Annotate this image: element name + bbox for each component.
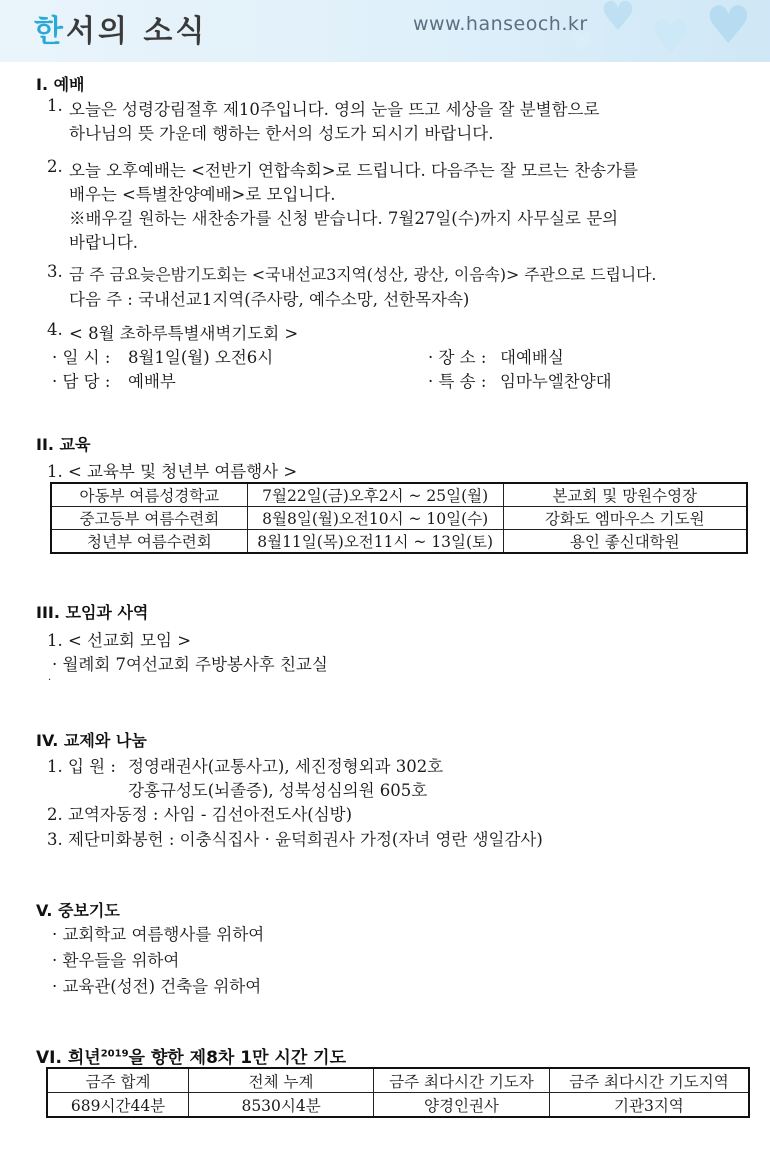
section-fellowship-title: III. 모임과 사역 xyxy=(36,603,149,622)
event-place-cell: 용인 좋신대학원 xyxy=(503,530,747,554)
table-row xyxy=(51,507,747,530)
summer-events-table xyxy=(50,482,748,554)
worship-item-2-line-2: 배우는 <특별찬양예배>로 모입니다. xyxy=(69,185,336,204)
pastor-news-line: 2. 교역자동정 : 사임 - 김선아전도사(심방) xyxy=(47,805,353,824)
prayer-hours-table xyxy=(46,1067,750,1118)
hospitalized-line-1: 정영래권사(교통사고), 세진정형외과 302호 xyxy=(128,757,444,776)
worship-item-2-line-3: ※배우길 원하는 새찬송가를 신청 받습니다. 7월27일(수)까지 사무실로 문의 xyxy=(69,209,619,228)
table-row xyxy=(51,530,747,554)
dawn-prayer-date-label: · 일 시 : xyxy=(52,348,111,367)
hospitalized-label: 1. 입 원 : xyxy=(47,757,116,776)
dawn-prayer-date-value: 8월1일(월) 오전6시 xyxy=(128,348,274,367)
dawn-prayer-place-value: 대예배실 xyxy=(500,348,564,367)
worship-item-2-number: 2. xyxy=(47,157,63,176)
heart-icon: ♥ xyxy=(705,0,752,56)
worship-item-3-line-1: 금 주 금요늦은밤기도회는 <국내선교3지역(성산, 광산, 이음속)> 주관으로 드립니다. xyxy=(69,265,657,284)
worship-item-1-line-1: 오늘은 성령강림절후 제10주입니다. 영의 눈을 뜨고 세상을 잘 분별함으로 xyxy=(69,100,600,119)
dawn-prayer-music-label: · 특 송 : xyxy=(428,372,487,391)
worship-item-3-number: 3. xyxy=(47,262,63,281)
worship-item-1-number: 1. xyxy=(47,96,63,115)
top-prayer-person-cell: 양경인권사 xyxy=(374,1093,550,1118)
prayer-item: · 환우들을 위하여 xyxy=(52,951,180,970)
heart-icon: ♥ xyxy=(650,10,692,62)
table-header-cell: 전체 누계 xyxy=(189,1068,374,1093)
worship-item-3-line-2: 다음 주 : 국내선교1지역(주사랑, 예수소망, 선한목자속) xyxy=(69,290,470,309)
event-date-cell: 8월8일(월)오전10시 ~ 10일(수) xyxy=(247,507,503,530)
prayer-item: · 교회학교 여름행사를 위하여 xyxy=(52,925,265,944)
prayer-item: · 교육관(성전) 건축을 위하여 xyxy=(52,977,262,996)
table-header-cell: 금주 합계 xyxy=(47,1068,189,1093)
cumulative-total-cell: 8530시4분 xyxy=(189,1093,374,1118)
table-row xyxy=(51,483,747,507)
dawn-prayer-charge-value: 예배부 xyxy=(128,372,176,391)
section-education-title: II. 교육 xyxy=(36,435,91,454)
section-worship-title: I. 예배 xyxy=(36,75,85,94)
worship-item-4-title: < 8월 초하루특별새벽기도회 > xyxy=(69,324,299,343)
event-date-cell: 7월22일(금)오후2시 ~ 25일(월) xyxy=(247,483,503,507)
heart-icon: ♥ xyxy=(570,28,594,58)
table-row xyxy=(47,1093,749,1118)
fellowship-item-1-line: · 월례회 7여선교회 주방봉사후 친교실 xyxy=(52,655,328,674)
bullet-dot: · xyxy=(48,675,52,686)
worship-item-2-line-1: 오늘 오후예배는 <전반기 연합속회>로 드립니다. 다음주는 잘 모르는 찬송가를 xyxy=(69,161,638,180)
newsletter-header xyxy=(0,0,770,62)
heart-icon: ♥ xyxy=(600,0,636,40)
event-place-cell: 본교회 및 망원수영장 xyxy=(503,483,747,507)
dawn-prayer-place-label: · 장 소 : xyxy=(428,348,487,367)
event-name-cell: 아동부 여름성경학교 xyxy=(51,483,247,507)
newsletter-title: 한서의 소식 xyxy=(34,14,208,49)
table-header-cell: 금주 최다시간 기도지역 xyxy=(549,1068,749,1093)
table-header-cell: 금주 최다시간 기도자 xyxy=(374,1068,550,1093)
worship-item-4-number: 4. xyxy=(47,320,63,339)
section-prayer-title: V. 중보기도 xyxy=(36,901,120,920)
dawn-prayer-music-value: 임마누엘찬양대 xyxy=(500,372,612,391)
website-url[interactable]: www.hanseoch.kr xyxy=(413,13,588,35)
worship-item-2-line-4: 바랍니다. xyxy=(69,233,139,252)
section-care-title: IV. 교제와 나눔 xyxy=(36,731,147,750)
fellowship-item-1-title: 1. < 선교회 모임 > xyxy=(47,631,192,650)
event-place-cell: 강화도 엠마우스 기도원 xyxy=(503,507,747,530)
event-date-cell: 8월11일(목)오전11시 ~ 13일(토) xyxy=(247,530,503,554)
event-name-cell: 중고등부 여름수련회 xyxy=(51,507,247,530)
top-prayer-region-cell: 기관3지역 xyxy=(549,1093,749,1118)
hospitalized-line-2: 강홍규성도(뇌졸증), 성북성심의원 605호 xyxy=(128,781,428,800)
altar-flowers-line: 3. 제단미화봉헌 : 이충식집사 · 윤덕희권사 가정(자녀 영란 생일감사) xyxy=(47,830,543,849)
worship-item-1-line-2: 하나님의 뜻 가운데 행하는 한서의 성도가 되시기 바랍니다. xyxy=(69,124,494,143)
dawn-prayer-charge-label: · 담 당 : xyxy=(52,372,111,391)
event-name-cell: 청년부 여름수련회 xyxy=(51,530,247,554)
weekly-total-cell: 689시간44분 xyxy=(47,1093,189,1118)
table-header-row xyxy=(47,1068,749,1093)
section-hours-title: VI. 희년$^{2019}$을 향한 제8차 1만 시간 기도 xyxy=(36,1048,347,1068)
education-item-1-title: 1. < 교육부 및 청년부 여름행사 > xyxy=(47,462,298,481)
